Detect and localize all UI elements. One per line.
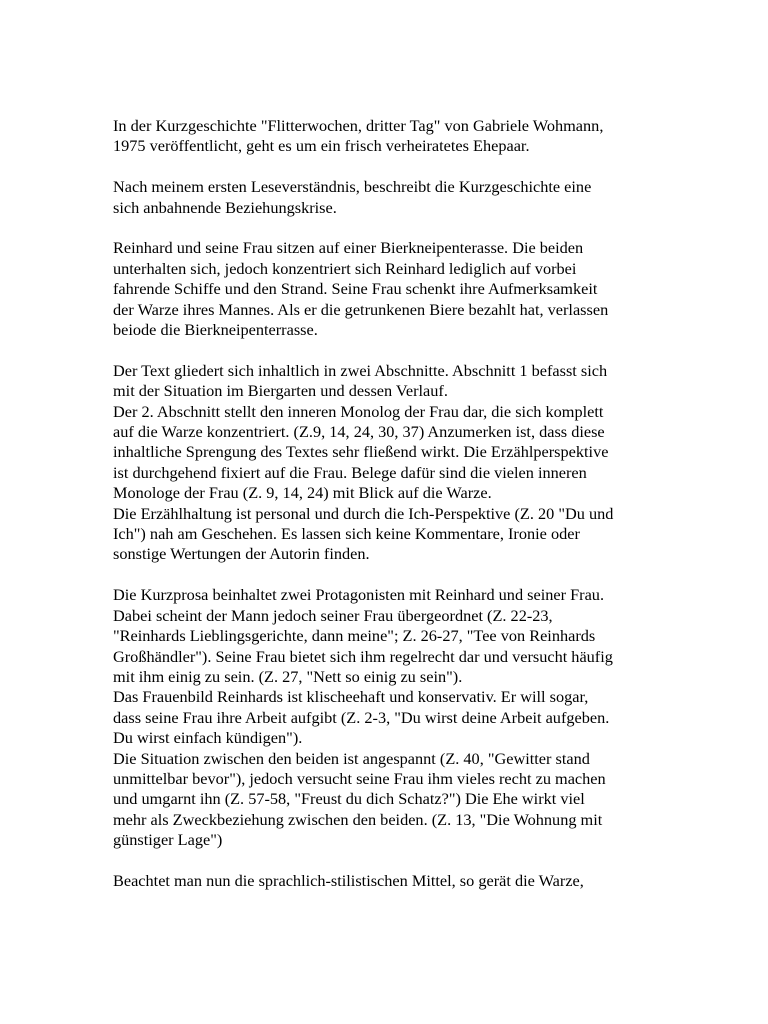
text-line: Die Erzählhaltung ist personal und durch die Ich-Perspektive (Z. 20 "Du und <box>113 503 614 523</box>
paragraph-first-reading <box>113 177 658 218</box>
text-line: inhaltliche Sprengung des Textes sehr fließend wirkt. Die Erzählperspektive <box>113 442 609 462</box>
text-line: Beachtet man nun die sprachlich-stilistischen Mittel, so gerät die Warze, <box>113 870 584 890</box>
paragraph-structure <box>113 361 658 565</box>
text-line: 1975 veröffentlicht, geht es um ein frisch verheiratetes Ehepaar. <box>113 136 530 156</box>
text-line: Monologe der Frau (Z. 9, 14, 24) mit Blick auf die Warze. <box>113 483 492 503</box>
text-line: auf die Warze konzentriert. (Z.9, 14, 24, 30, 37) Anzumerken ist, dass diese <box>113 422 605 442</box>
text-line: sich anbahnende Beziehungskrise. <box>113 197 337 217</box>
text-line: Das Frauenbild Reinhards ist klischeehaft und konservativ. Er will sogar, <box>113 687 589 707</box>
text-line: günstiger Lage") <box>113 830 223 850</box>
paragraph-intro <box>113 116 658 157</box>
text-line: Der 2. Abschnitt stellt den inneren Monolog der Frau dar, die sich komplett <box>113 401 604 421</box>
text-line: "Reinhards Lieblingsgerichte, dann meine"; Z. 26-27, "Tee von Reinhards <box>113 626 596 646</box>
text-line: sonstige Wertungen der Autorin finden. <box>113 544 370 564</box>
text-line: In der Kurzgeschichte "Flitterwochen, dritter Tag" von Gabriele Wohmann, <box>113 116 604 135</box>
paragraph-characters <box>113 585 658 850</box>
text-line: unmittelbar bevor"), jedoch versucht seine Frau ihm vieles recht zu machen <box>113 768 606 788</box>
text-line: Dabei scheint der Mann jedoch seiner Frau übergeordnet (Z. 22-23, <box>113 605 553 625</box>
text-line: Nach meinem ersten Leseverständnis, beschreibt die Kurzgeschichte eine <box>113 177 592 197</box>
text-line: mehr als Zweckbeziehung zwischen den beiden. (Z. 13, "Die Wohnung mit <box>113 809 603 829</box>
text-line: Der Text gliedert sich inhaltlich in zwei Abschnitte. Abschnitt 1 befasst sich <box>113 360 608 380</box>
paragraph-summary <box>113 238 658 340</box>
text-line: fahrende Schiffe und den Strand. Seine Frau schenkt ihre Aufmerksamkeit <box>113 279 598 299</box>
text-line: unterhalten sich, jedoch konzentriert sich Reinhard lediglich auf vorbei <box>113 258 577 278</box>
document-page <box>113 116 658 912</box>
text-line: beiode die Bierkneipenterrasse. <box>113 320 318 340</box>
text-line: Ich") nah am Geschehen. Es lassen sich keine Kommentare, Ironie oder <box>113 524 580 544</box>
text-line: ist durchgehend fixiert auf die Frau. Belege dafür sind die vielen inneren <box>113 462 587 482</box>
text-line: dass seine Frau ihre Arbeit aufgibt (Z. 2-3, "Du wirst deine Arbeit aufgeben. <box>113 707 610 727</box>
paragraph-stylistic <box>113 871 658 891</box>
text-line: Großhändler"). Seine Frau bietet sich ihm regelrecht dar und versucht häufig <box>113 646 613 666</box>
text-line: Die Situation zwischen den beiden ist angespannt (Z. 40, "Gewitter stand <box>113 748 590 768</box>
text-line: Die Kurzprosa beinhaltet zwei Protagonisten mit Reinhard und seiner Frau. <box>113 585 605 605</box>
text-line: mit ihm einig zu sein. (Z. 27, "Nett so einig zu sein"). <box>113 666 463 686</box>
text-line: Du wirst einfach kündigen"). <box>113 728 303 748</box>
text-line: Reinhard und seine Frau sitzen auf einer Bierkneipenterasse. Die beiden <box>113 238 584 258</box>
text-line: und umgarnt ihn (Z. 57-58, "Freust du dich Schatz?") Die Ehe wirkt viel <box>113 789 585 809</box>
text-line: mit der Situation im Biergarten und dessen Verlauf. <box>113 381 448 401</box>
text-line: der Warze ihres Mannes. Als er die getrunkenen Biere bezahlt hat, verlassen <box>113 299 609 319</box>
